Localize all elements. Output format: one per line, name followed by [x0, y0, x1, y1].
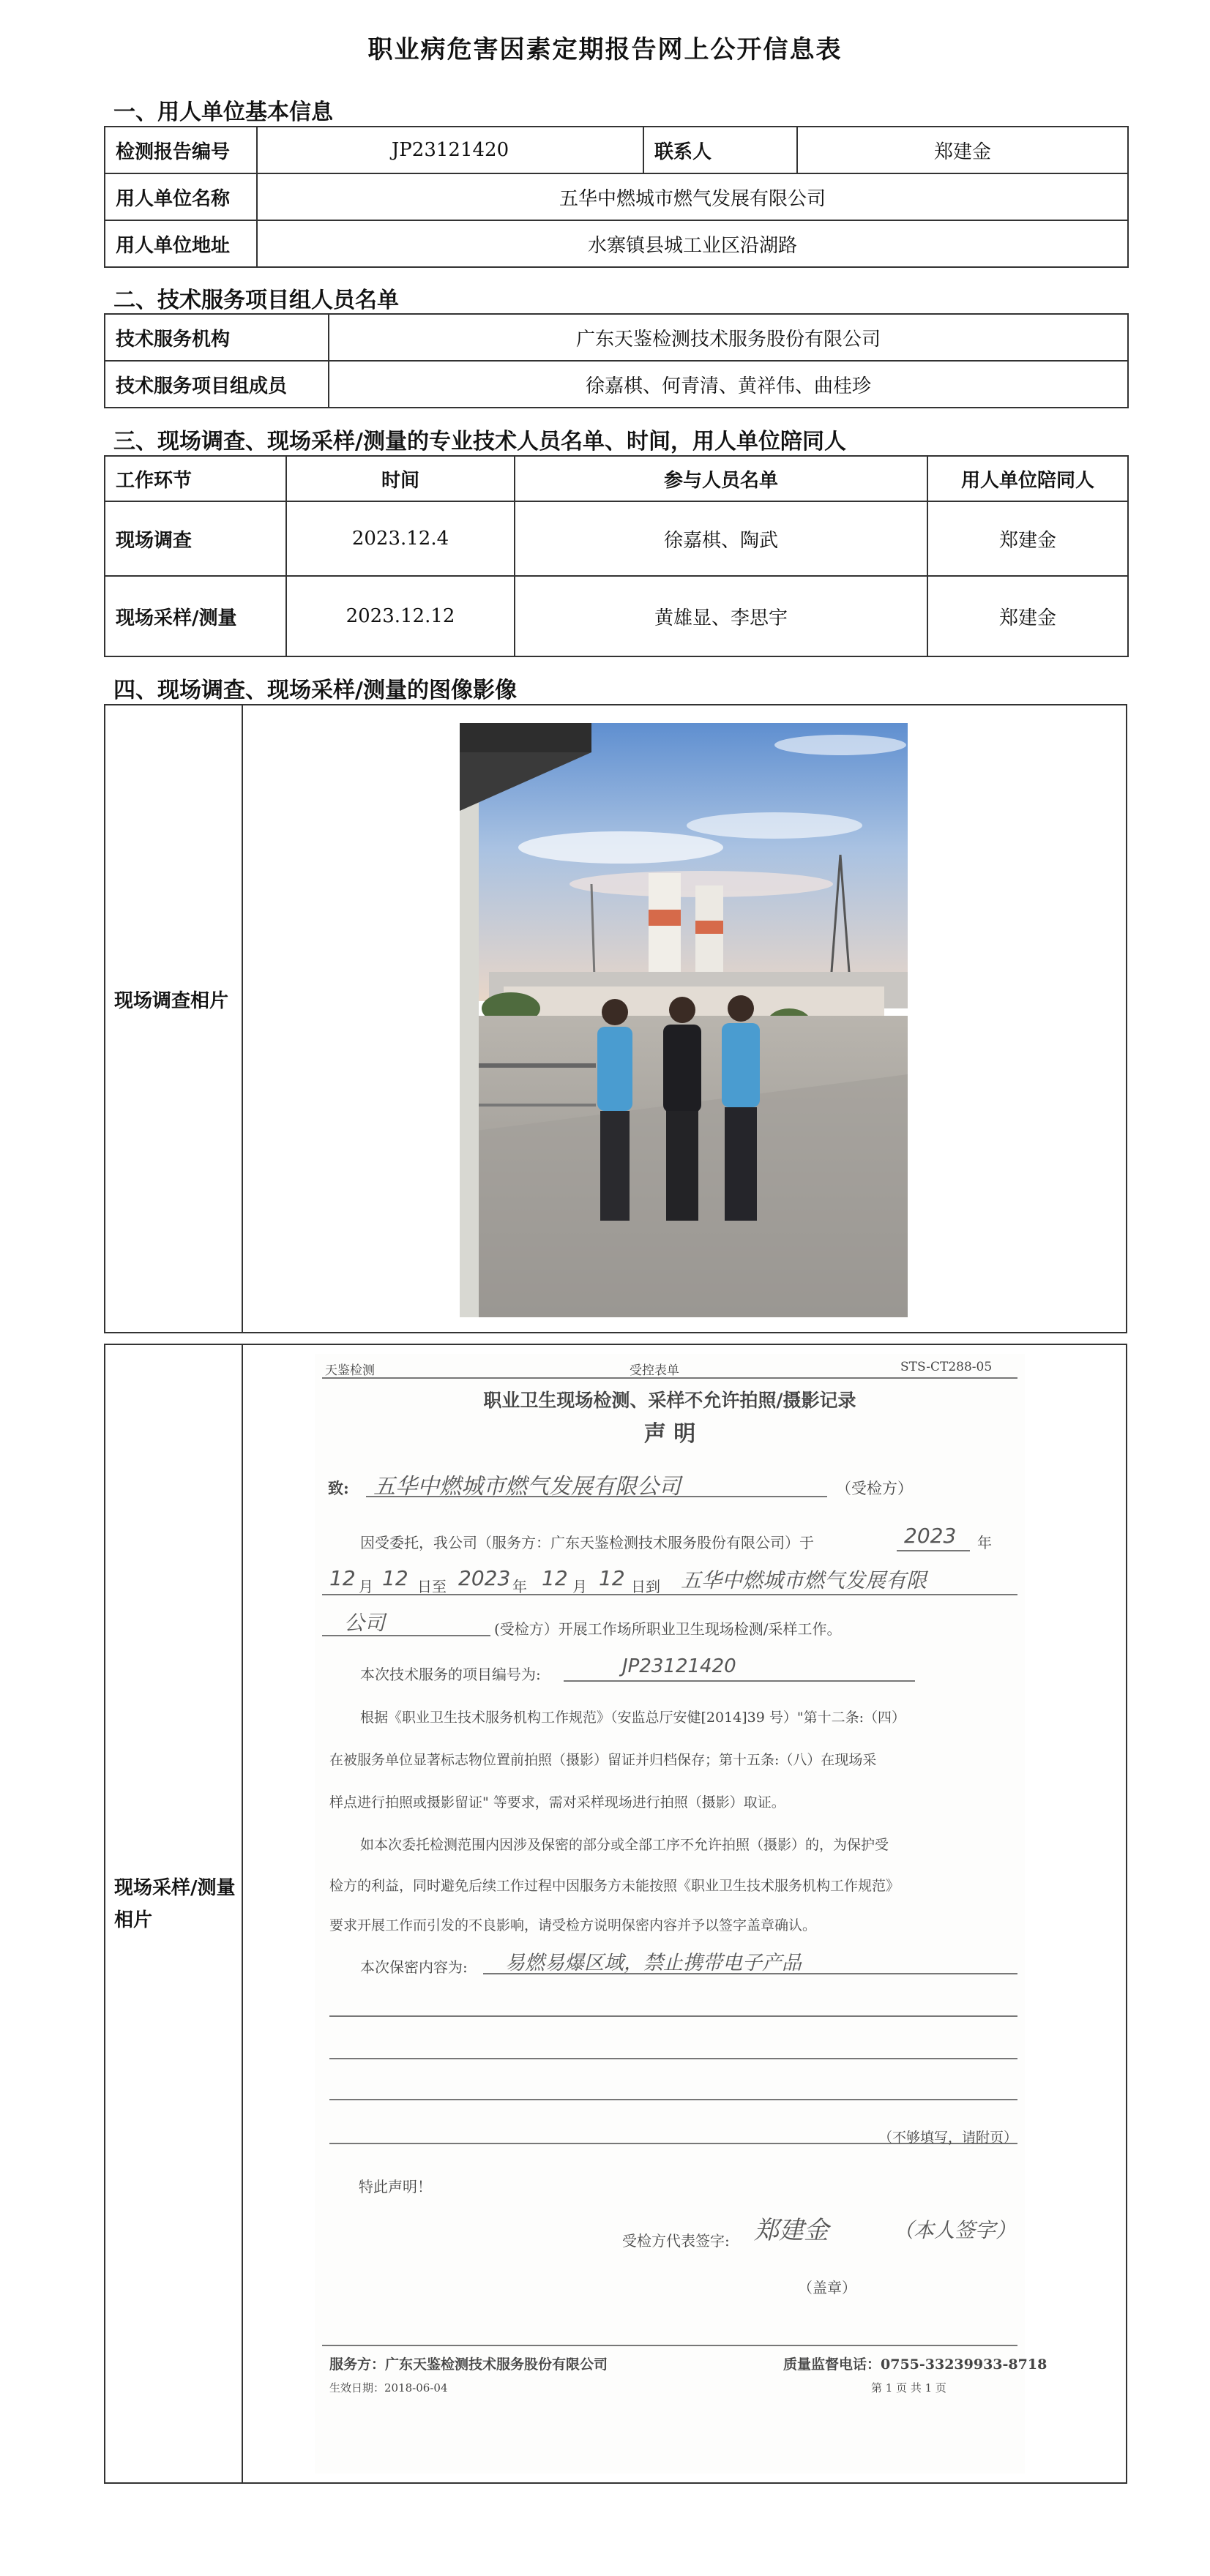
fill-line	[329, 2099, 1017, 2100]
contact-label: 联系人	[643, 127, 797, 173]
fill-line	[564, 1680, 915, 1682]
team-table	[104, 313, 1129, 408]
fill-line	[322, 1635, 490, 1636]
scan-stamp: （盖章）	[798, 2279, 856, 2296]
personnel-table	[104, 455, 1129, 657]
scan-header-center: 受控表单	[630, 1363, 679, 1378]
scan-footer-page: 第 1 页 共 1 页	[871, 2381, 946, 2395]
scan-title: 职业卫生现场检测、采样不允许拍照/摄影记录	[483, 1390, 856, 1411]
table-row	[105, 576, 1128, 656]
people	[597, 995, 760, 1221]
cell-divider	[242, 704, 243, 1333]
members-label: 技术服务项目组成员	[105, 361, 329, 408]
header-participants: 参与人员名单	[515, 456, 927, 501]
report-no-label: 检测报告编号	[105, 127, 257, 173]
fill-line	[322, 1594, 1017, 1595]
scan-p6: 在被服务单位显著标志物位置前拍照（摄影）留证并归档保存；第十五条:（八）在现场采	[329, 1752, 877, 1768]
scan-footer-left: 服务方：广东天鉴检测技术服务股份有限公司	[329, 2356, 608, 2373]
personnel-header-row	[105, 456, 1128, 501]
scan-p5: 根据《职业卫生技术服务机构工作规范》（安监总厅安健[2014]39 号）"第十二条:（四）	[360, 1710, 906, 1726]
sampling-photo-label: 现场采样/测量相片	[114, 1877, 236, 1931]
scan-footer-right: 质量监督电话：0755-33239933-8718	[783, 2356, 1047, 2373]
scan-p2-b: 日至	[417, 1578, 447, 1595]
row-participants: 黄雄显、李思宇	[515, 576, 927, 656]
scan-p1: 因受委托，我公司（服务方：广东天鉴检测技术服务股份有限公司）于	[360, 1534, 814, 1551]
scan-p1-year: 2023	[904, 1524, 957, 1548]
scan-footer-rule	[322, 2345, 1017, 2346]
scan-to-suffix: （受检方）	[836, 1480, 913, 1497]
address-value: 水寨镇县城工业区沿湖路	[257, 220, 1128, 267]
scan-header-left: 天鉴检测	[325, 1363, 375, 1378]
scan-p10: 要求开展工作而引发的不良影响，请受检方说明保密内容并予以签字盖章确认。	[329, 1917, 817, 1933]
scan-p2-d: 月	[572, 1578, 587, 1595]
row-participants: 徐嘉棋、陶武	[515, 501, 927, 576]
section4-heading: 四、现场调查、现场采样/测量的图像影像	[113, 678, 517, 703]
scan-p3: (受检方）开展工作场所职业卫生现场检测/采样工作。	[494, 1620, 842, 1638]
scan-p2-day2: 12	[599, 1566, 625, 1590]
address-label: 用人单位地址	[105, 220, 257, 267]
scan-note: （不够填写，请附页）	[878, 2130, 1018, 2146]
scan-header-right: STS-CT288-05	[900, 1360, 993, 1374]
scan-p2-month1: 12	[329, 1566, 356, 1590]
scan-footer-date: 生效日期：2018-06-04	[329, 2381, 448, 2395]
scan-p2-handwritten: 五华中燃城市燃气发展有限	[681, 1568, 927, 1592]
table-row	[105, 501, 1128, 576]
scan-sign-label: 受检方代表签字:	[622, 2232, 730, 2250]
scan-p4: 本次技术服务的项目编号为:	[360, 1666, 541, 1683]
survey-photo-image	[460, 723, 908, 1317]
scan-p2-month2: 12	[542, 1566, 568, 1590]
row-escort: 郑建金	[927, 576, 1128, 656]
scan-signature-note: （本人签字）	[893, 2218, 1017, 2242]
company-label: 用人单位名称	[105, 173, 257, 220]
org-value: 广东天鉴检测技术服务股份有限公司	[329, 314, 1128, 361]
scan-p3-handwritten: 公司	[344, 1611, 386, 1635]
members-value: 徐嘉棋、何青清、黄祥伟、曲桂珍	[329, 361, 1128, 408]
scan-p2-year2: 2023	[458, 1566, 511, 1590]
row-time: 2023.12.4	[286, 501, 515, 576]
scan-declare: 特此声明！	[359, 2178, 432, 2195]
row-stage: 现场调查	[105, 501, 286, 576]
scan-p2-e: 日到	[631, 1578, 660, 1595]
scanned-declaration	[315, 1354, 1047, 2474]
section3-heading: 三、现场调查、现场采样/测量的专业技术人员名单、时间，用人单位陪同人	[113, 429, 846, 454]
fill-line	[366, 1496, 827, 1497]
scan-p2-a: 月	[359, 1578, 373, 1595]
row-time: 2023.12.12	[286, 576, 515, 656]
scan-p2-day1: 12	[382, 1566, 408, 1590]
page-title: 职业病危害因素定期报告网上公开信息表	[367, 35, 843, 64]
fill-line	[329, 2058, 1017, 2059]
survey-photo	[460, 723, 908, 1317]
scan-p8: 如本次委托检测范围内因涉及保密的部分或全部工序不允许拍照（摄影）的，为保护受	[360, 1837, 889, 1853]
section2-heading: 二、技术服务项目组人员名单	[113, 288, 399, 313]
contact-value: 郑建金	[797, 127, 1128, 173]
scan-subtitle: 声 明	[643, 1421, 696, 1447]
survey-photo-label: 现场调查相片	[114, 990, 229, 1012]
scan-header-rule	[322, 1377, 1017, 1379]
report-no-value: JP23121420	[257, 127, 643, 173]
scan-p9: 检方的利益，同时避免后续工作过程中因服务方未能按照《职业卫生技术服务机构工作规范》	[329, 1878, 900, 1894]
fill-line	[483, 1973, 1017, 1974]
company-value: 五华中燃城市燃气发展有限公司	[257, 173, 1128, 220]
cell-divider	[242, 1344, 243, 2484]
scan-p2-c: 年	[512, 1578, 527, 1595]
scan-signature: 郑建金	[754, 2216, 829, 2245]
scan-p11-handwritten: 易燃易爆区域，禁止携带电子产品	[505, 1952, 802, 1974]
header-stage: 工作环节	[105, 456, 286, 501]
section1-heading: 一、用人单位基本信息	[113, 100, 333, 125]
header-escort: 用人单位陪同人	[927, 456, 1128, 501]
scan-to-prefix: 致:	[328, 1479, 349, 1497]
fill-line	[329, 2015, 1017, 2017]
scan-p11: 本次保密内容为:	[360, 1958, 468, 1976]
scan-p7: 样点进行拍照或摄影留证" 等要求，需对采样现场进行拍照（摄影）取证。	[329, 1794, 785, 1811]
scan-p4-handwritten: JP23121420	[622, 1655, 736, 1677]
org-label: 技术服务机构	[105, 314, 329, 361]
fill-line	[897, 1550, 970, 1551]
row-stage: 现场采样/测量	[105, 576, 286, 656]
row-escort: 郑建金	[927, 501, 1128, 576]
header-time: 时间	[286, 456, 515, 501]
scan-p1-year-unit: 年	[977, 1534, 992, 1551]
scan-to-handwritten: 五华中燃城市燃气发展有限公司	[373, 1474, 681, 1499]
basic-info-table	[104, 126, 1129, 268]
